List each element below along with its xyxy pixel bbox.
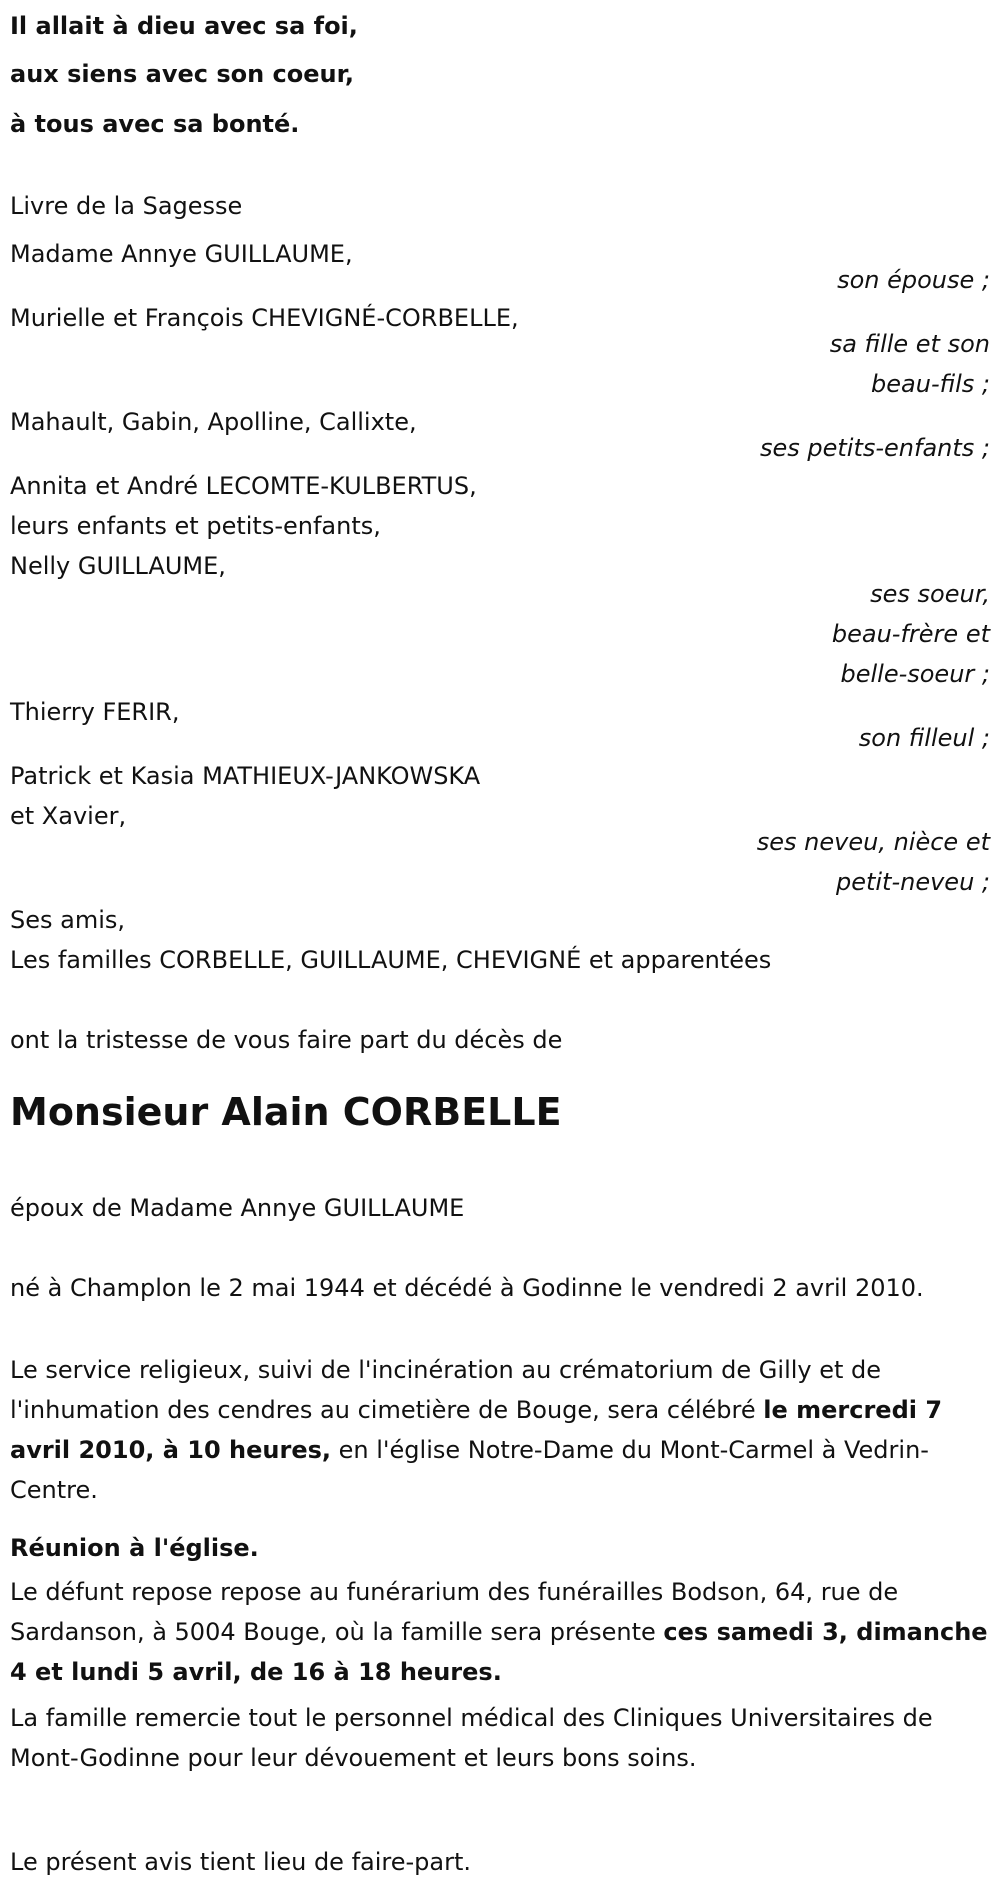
family-relation-line: beau-frère et bbox=[831, 620, 990, 648]
family-name-line: Annita et André LECOMTE-KULBERTUS, bbox=[10, 472, 477, 500]
birth-death-paragraph: né à Champlon le 2 mai 1944 et décédé à Godinne le vendredi 2 avril 2010. bbox=[10, 1274, 924, 1302]
quote-line-2: aux siens avec son coeur, bbox=[10, 60, 355, 88]
spouse-line: époux de Madame Annye GUILLAUME bbox=[10, 1194, 465, 1222]
repose-paragraph bbox=[10, 1572, 990, 1692]
families-line: Les familles CORBELLE, GUILLAUME, CHEVIGNÉ et apparentées bbox=[10, 946, 772, 974]
family-name-line: Murielle et François CHEVIGNÉ-CORBELLE, bbox=[10, 304, 519, 332]
family-relation-line: son filleul ; bbox=[858, 724, 990, 752]
deceased-name: Monsieur Alain CORBELLE bbox=[10, 1090, 562, 1134]
service-paragraph bbox=[10, 1350, 990, 1510]
family-name-line: et Xavier, bbox=[10, 802, 127, 830]
repose-times: ces samedi 3, dimanche 4 et lundi 5 avril, de 16 à 18 heures. bbox=[10, 1618, 988, 1686]
family-name-line: Nelly GUILLAUME, bbox=[10, 552, 226, 580]
family-relation-line: ses petits-enfants ; bbox=[759, 434, 990, 462]
family-name-line: Mahault, Gabin, Apolline, Callixte, bbox=[10, 408, 417, 436]
meeting-line: Réunion à l'église. bbox=[10, 1534, 259, 1562]
family-relation-line: petit-neveu ; bbox=[835, 868, 990, 896]
friends-line: Ses amis, bbox=[10, 906, 126, 934]
family-relation-line: sa fille et son bbox=[829, 330, 990, 358]
family-relation-line: son épouse ; bbox=[837, 266, 990, 294]
quote-source: Livre de la Sagesse bbox=[10, 192, 243, 220]
family-name-line: leurs enfants et petits-enfants, bbox=[10, 512, 381, 540]
notice-line: Le présent avis tient lieu de faire-part. bbox=[10, 1848, 472, 1876]
quote-line-1: Il allait à dieu avec sa foi, bbox=[10, 12, 358, 40]
family-name-line: Madame Annye GUILLAUME, bbox=[10, 240, 353, 268]
announcement-line: ont la tristesse de vous faire part du décès de bbox=[10, 1026, 563, 1054]
service-date: le mercredi 7 avril 2010, à 10 heures, bbox=[10, 1396, 943, 1464]
family-relation-line: beau-fils ; bbox=[871, 370, 990, 398]
repose-text-before: Le défunt repose repose au funérarium des funérailles Bodson, 64, rue de Sardanson, à 5004 Bouge, où la famille sera présente bbox=[10, 1578, 899, 1646]
family-relation-line: ses soeur, bbox=[870, 580, 990, 608]
family-relation-line: ses neveu, nièce et bbox=[756, 828, 990, 856]
family-relation-line: belle-soeur ; bbox=[840, 660, 990, 688]
quote-line-3: à tous avec sa bonté. bbox=[10, 110, 300, 138]
service-text-after: en l'église Notre-Dame du Mont-Carmel à Vedrin-Centre. bbox=[10, 1436, 929, 1504]
family-name-line: Patrick et Kasia MATHIEUX-JANKOWSKA bbox=[10, 762, 481, 790]
thanks-paragraph: La famille remercie tout le personnel médical des Cliniques Universitaires de Mont-Godinne pour leur dévouement et leurs bons soins. bbox=[10, 1704, 933, 1772]
family-name-line: Thierry FERIR, bbox=[10, 698, 180, 726]
service-text-before: Le service religieux, suivi de l'incinération au crématorium de Gilly et de l'inhumation des cendres au cimetière de Bouge, sera célébré bbox=[10, 1356, 882, 1424]
